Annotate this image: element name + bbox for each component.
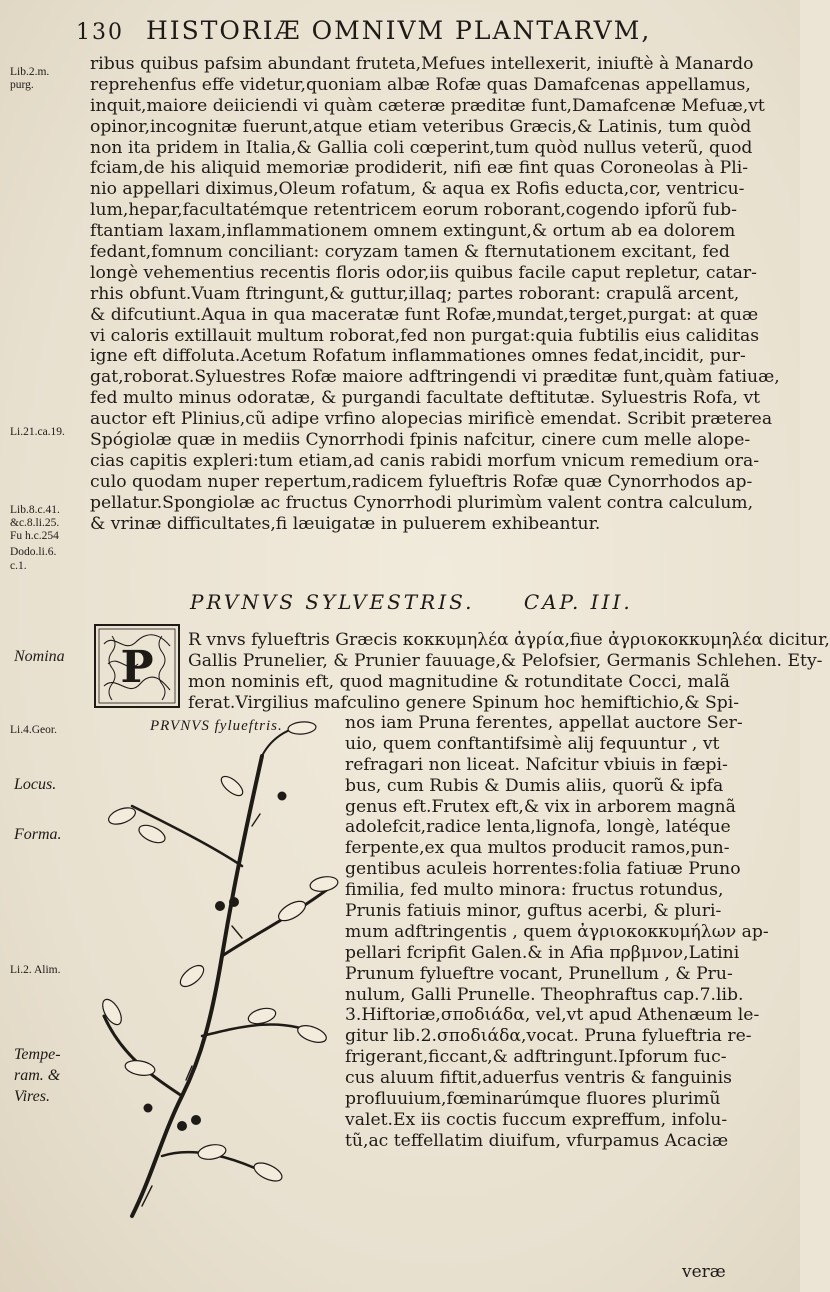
chapter-heading [190,590,633,614]
catchword: veræ [682,1262,726,1282]
text-line: Spógiolæ quæ in mediis Cynorrhodi fpinis nafcitur, cinere cum melle alope- [90,430,751,451]
chapter-number: CAP. III. [523,590,633,614]
text-line: cus aluum fiftit,aduerfus ventris & fanguinis [345,1068,732,1089]
text-line: 3.Hiftoriæ,σποδιάδα, vel,vt apud Athenæum le- [345,1005,760,1026]
text-line: Gallis Prunelier, & Prunier fauuage,& Pelofsier, Germanis Schlehen. Ety- [188,650,823,671]
page-number: 130 [76,20,124,45]
margin-heading: Nomina [14,648,65,665]
body-text [90,54,780,534]
chapter-title: PRVNVS SYLVESTRIS. [190,590,475,614]
margin-reference: purg. [10,79,34,91]
plant-woodcut-illustration [92,716,340,1222]
text-line: nio appellari diximus,Oleum rofatum, & aqua ex Rofis educta,cor, ventricu- [90,179,745,200]
text-line: gat,roborat.Syluestres Rofæ maiore adftringendi vi præditæ funt,quàm fatiuæ, [90,367,780,388]
text-line: Prunis fatiuis minor, guftus acerbi, & pluri- [345,901,722,922]
text-line: igne eft diffoluta.Acetum Rofatum inflammationes omnes fedat,incidit, pur- [90,346,746,367]
chapter-body-text [345,713,769,1152]
text-line: auctor eft Plinius,cũ adipe vrfino alopecias mirificè emendat. Scribit præterea [90,409,773,430]
text-line: valet.Ex iis coctis fuccum expreffum, infolu- [345,1109,728,1130]
text-line: tũ,ac teffellatim diuifum, vfurpamus Acaciæ [345,1130,729,1151]
text-line: ferpente,ex qua multos producit ramos,pun- [345,838,730,859]
text-line: ribus quibus pafsim abundant fruteta,Mefues intellexerit, iniuftè à Manardo [90,54,754,74]
margin-reference: c.1. [10,560,27,572]
text-line: refragari non liceat. Nafcitur vbiuis in fæpi- [345,754,728,775]
text-line: gentibus aculeis horrentes:folia fatiuæ Pruno [345,859,741,880]
text-line: fciam,de his aliquid memoriæ prodiderit, nifi eæ fint quas Coroneolas à Pli- [90,158,749,179]
margin-heading: ram. & [14,1067,61,1084]
margin-reference: Lib.8.c.41. [10,504,60,516]
text-line: non ita pridem in Italia,& Gallia coli cœperint,tum quòd nullus veterũ, quod [90,137,753,158]
text-line: mon nominis eft, quod magnitudine & rotunditate Cocci, malã [188,671,730,692]
text-line: gitur lib.2.σποδιάδα,vocat. Pruna fylueftria re- [345,1026,752,1047]
text-line: pellari fcripfit Galen.& in Afia πρβμνον,Latini [345,942,740,963]
margin-heading: Forma. [14,826,62,843]
margin-reference: &c.8.li.25. [10,517,60,529]
margin-reference: Li.2. Alim. [10,964,61,976]
text-line: uio, quem conftantifsimè alij fequuntur , vt [345,733,720,754]
text-line: ftantiam laxam,inflammationem omnem extingunt,& ortum ab ea dolorem [90,221,736,242]
text-line: adolefcit,radice lenta,lignofa, longè, latéque [345,817,731,838]
margin-heading: Locus. [14,776,57,793]
text-line: nulum, Galli Prunelle. Theophraftus cap.7.lib. [345,984,744,1005]
text-line: rhis obfunt.Vuam ftringunt,& guttur,illaq; partes roborant: crapulã arcent, [90,283,740,304]
text-line: frigerant,ficcant,& adftringunt.Ipforum fuc- [345,1047,727,1068]
margin-reference: Li.21.ca.19. [10,426,65,438]
text-line: pellatur.Spongiolæ ac fructus Cynorrhodi plurimùm valent contra calculum, [90,492,754,513]
text-line: genus eft.Frutex eft,& vix in arborem magnã [345,796,736,817]
text-line: Prunum fylueftre vocant, Prunellum , & Pru- [345,963,733,984]
text-line: fedant,fomnum conciliant: coryzam tamen & fternutationem excitant, fed [90,242,730,263]
text-line: R vnvs fylueftris Græcis κοκκυμηλέα ἀγρία,fiue ἀγριοκοκκυμηλέα dicitur, [188,630,830,650]
svg-text:P: P [120,642,154,693]
figure-caption: PRVNVS fylueftris. [150,718,283,734]
decorated-initial-p [94,624,180,708]
margin-heading: Vires. [14,1088,50,1105]
running-title: HISTORIÆ OMNIVM PLANTARVM, [145,16,652,45]
margin-reference: Lib.2.m. [10,66,50,78]
text-line: mum adftringentis , quem ἀγριοκοκκυμήλων ap- [345,921,769,942]
text-line: bus, cum Rubis & Dumis aliis, quorũ & ipfa [345,775,724,796]
running-header [76,16,726,50]
text-line: fed multo minus odoratæ, & purgandi facultate deftitutæ. Syluestris Rofa, vt [90,388,761,409]
text-line: longè vehementius recentis floris odor,iis quibus facile caput repletur, catar- [90,262,757,283]
text-line: opinor,incognitæ fuerunt,atque etiam veteribus Græcis,& Latinis, tum quòd [90,116,752,137]
margin-reference: Fu h.c.254 [10,530,59,542]
margin-reference: Li.4.Geor. [10,724,57,736]
text-line: vi caloris extillauit multum roborat,fed non purgat:quia fubtilis eius caliditas [90,325,760,346]
chapter-opening-text [188,630,830,714]
text-line: ferat.Virgilius mafculino genere Spinum hoc hemiftichio,& Spi- [188,692,740,713]
text-line: culo quodam nuper repertum,radicem fylueftris Rofæ quæ Cynorrhodos ap- [90,471,753,492]
text-line: nos iam Pruna ferentes, appellat auctore Ser- [345,713,743,733]
text-line: profluuium,fœminarúmque fluores plurimũ [345,1089,721,1110]
text-line: inquit,maiore deiiciendi vi quàm cæteræ præditæ funt,Damafcenæ Mefuæ,vt [90,95,765,116]
text-line: fimilia, fed multo minora: fructus rotundus, [345,880,724,901]
text-line: lum,hepar,facultatémque retentricem eorum roborant,cogendo ipforũ fub- [90,200,737,221]
text-line: cias capitis expleri:tum etiam,ad canis rabidi morfum vnicum remedium ora- [90,450,760,471]
margin-heading: Tempe- [14,1046,61,1063]
margin-reference: Dodo.li.6. [10,546,57,558]
text-line: & difcutiunt.Aqua in qua maceratæ funt Rofæ,mundat,terget,purgat: at quæ [90,304,759,325]
text-line: & vrinæ difficultates,fi læuigatæ in puluerem exhibeantur. [90,513,601,534]
text-line: reprehenfus effe videtur,quoniam albæ Rofæ quas Damafcenas appellamus, [90,74,751,95]
